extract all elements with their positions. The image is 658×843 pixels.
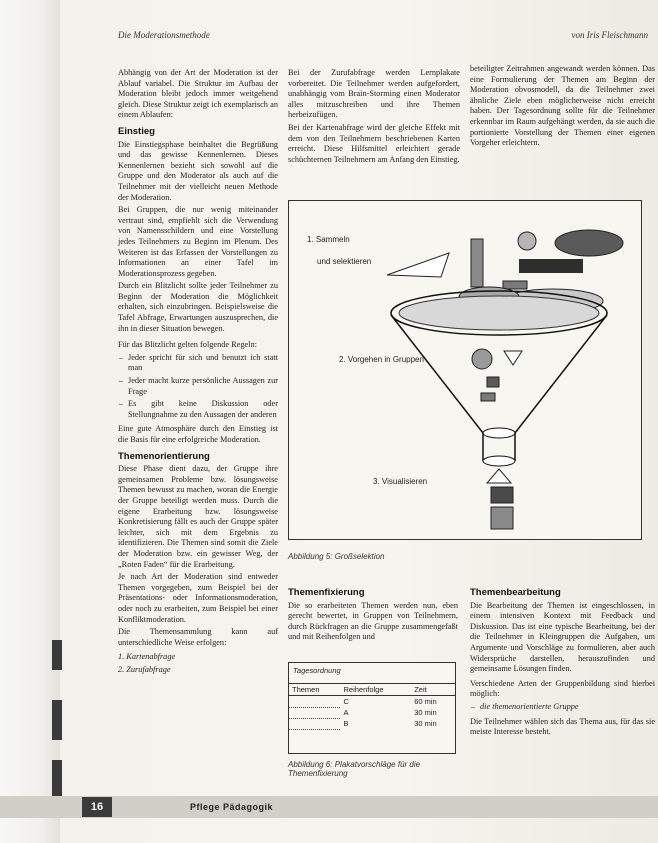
- paragraph: Verschiedene Arten der Gruppenbildung sind hierbei möglich:: [470, 678, 655, 699]
- ellipse-shape: [555, 230, 623, 256]
- output-rect-shape: [491, 487, 513, 503]
- paragraph: Für das Blitzlicht gelten folgende Regeln:: [118, 340, 257, 350]
- figure-label-2: 2. Vorgehen in Gruppen: [339, 355, 424, 364]
- agenda-grid: [289, 683, 455, 730]
- edge-tab: [52, 700, 62, 740]
- journal-name: Pflege Pädagogik: [190, 802, 274, 812]
- down-triangle-shape: [504, 351, 522, 365]
- funnel-rim-inner: [399, 296, 599, 330]
- list-item: – die themenorientierte Gruppe: [480, 702, 655, 713]
- paragraph: Die so erarbeiteten Themen werden nun, eben gerecht bewertet, in Gruppen von Teilnehmern, durch Rückfragen an die Gruppe zusammengefaßt und mit Reihenfolgen und: [288, 600, 458, 642]
- paragraph: Die Teilnehmer wählen sich das Thema aus, für das sie meiste Interesse besteht.: [470, 716, 655, 737]
- figure-label-1: 1. Sammeln: [307, 235, 350, 244]
- table-cell: C: [343, 697, 349, 706]
- paragraph: beteiligter Zeitrahmen angewandt werden können. Das eine Formulierung der Themen am Beginn der Moderation obvosmodell, da die Teilnehmer zwei ähnliche Ziele eben möglicherweise nicht erreicht haben. Der Tagesordnung sollte für die Teilnehmer erkennbar im Raum aufgehängt werden, da sie auch die portionierte Vorstellung der Themen einer eigenen Vorgeher erleichtern.: [470, 64, 655, 148]
- bottom-column-2: [288, 582, 458, 645]
- heading-themenbearbeitung: Themenbearbeitung: [470, 587, 561, 598]
- heading-themenorientierung: Themenorientierung: [118, 450, 210, 462]
- table-cell: [289, 718, 340, 729]
- binding-edge: [0, 0, 60, 843]
- method-item: 2. Zurufabfrage: [118, 664, 171, 674]
- heading-themenfixierung: Themenfixierung: [288, 587, 365, 598]
- table-cell: 30 min: [414, 719, 437, 728]
- funnel-body: [391, 315, 607, 433]
- bottom-column-3: [470, 582, 655, 740]
- spout-top: [483, 428, 515, 438]
- bullet-list: [470, 702, 655, 713]
- table-caption: Abbildung 6: Plakatvorschläge für die Themenfixierung: [288, 760, 421, 778]
- small-rect-shape: [503, 281, 527, 289]
- list-item: – Jeder spricht für sich und benutzt ich statt man: [128, 353, 278, 374]
- spout-bottom: [483, 456, 515, 466]
- running-head-right: von Iris Fleischmann: [571, 30, 648, 40]
- method-item: 1. Kartenabfrage: [118, 652, 176, 662]
- page-number: 16: [82, 797, 112, 817]
- paragraph: Die Bearbeitung der Themen ist eingeschlossen, in einem intensiven Kontext mit Feedback und Diskussion. Das ist eine typische Bearbeitung, bei der die Teilnehmer in Kleingruppen die Aufgaben, um Argumente und Vorschläge zu formulieren, aber auch Widersprüche darstellen, herauszufinden und gemeinsame Lösungen finden.: [470, 600, 655, 674]
- small-rect-shape: [487, 377, 499, 387]
- circle-shape: [472, 349, 492, 369]
- output-rect-shape: [491, 507, 513, 529]
- paragraph: Diese Phase dient dazu, der Gruppe ihre gemeinsamen Probleme bzw. lösungsweise Themen bewusst zu machen, woran die Energie der Gruppe beteiligt werden muss. Durch die eigene Erarbeitung bzw. lösungsweise Konkretisierung fällt es auch der Gruppe später leichter, sich mit dem Ergebnis zu identifizieren. Die Themen sind somit die Ziele der Moderation bzw. ein gewisser Weg, der „Roten Faden“ für die Erarbeitung.: [118, 464, 278, 569]
- column-header: Themen: [289, 684, 340, 696]
- agenda-table: [288, 662, 456, 754]
- circle-shape: [518, 232, 536, 250]
- edge-tab: [52, 760, 62, 796]
- agenda-title: Tagesordnung: [293, 666, 341, 675]
- paragraph: Bei der Zurufabfrage werden Lernplakate vorbereitet. Die Teilnehmer werden aufgefordert, unabhängig vom Brain-Storming einen Moderator alles mitzuschreiben und ihre Themen herbeizufügen.: [288, 68, 460, 120]
- paragraph: Die Themensammlung kann auf unterschiedliche Weise erfolgen:: [118, 627, 278, 647]
- funnel-figure: [288, 200, 642, 540]
- paragraph: Durch ein Blitzlicht sollte jeder Teilnehmer zu Beginn der Moderation die Möglichkeit erhalten, sich einzubringen. Beispielsweise die Tafel Abfrage, Erwartungen auszusprechen, die ihn in dieser Situation bewegen.: [118, 281, 278, 333]
- small-rect-shape: [481, 393, 495, 401]
- table-cell: 30 min: [414, 708, 437, 717]
- edge-tab: [52, 640, 62, 670]
- paragraph: Je nach Art der Moderation sind entweder Themen vorgegeben, zum Beispiel bei der Präsentations- oder Informationsmoderation, oder noch zu erarbeiten, zum Beispiel bei einer Konfliktmoderation.: [118, 572, 278, 624]
- table-row: [289, 707, 455, 718]
- triangle-shape: [487, 469, 511, 483]
- table-cell: [289, 696, 340, 708]
- table-row: [289, 696, 455, 708]
- table-header-row: [289, 684, 455, 696]
- triangle-shape: [387, 253, 449, 277]
- column-1: [118, 68, 278, 677]
- column-header: Zeit: [411, 684, 455, 696]
- column-3: [470, 64, 655, 151]
- table-cell: A: [343, 708, 349, 717]
- dark-bar-shape: [519, 259, 583, 273]
- figure-label-1b: und selektieren: [317, 257, 372, 266]
- funnel-diagram: [289, 201, 641, 539]
- paragraph: Bei Gruppen, die nur wenig miteinander vertraut sind, empfiehlt sich die Verwendung von Namensschildern und eine Vorstellung jedes Teilnehmers zu Beginn im Plenum. Des Weiteren ist das Erfassen der Vorstellungen zu Informationen an einer Tafel im Moderationsprozess gegeben.: [118, 205, 278, 278]
- paragraph: Die Einstiegsphase beinhaltet die Begrüßung und das gewisse Kennenlernen. Dieses Kennenlernen bezieht sich sowohl auf die Gruppe und den Moderator als auch auf die Teilnehmer mit der vielleicht neuen Methode der Moderation.: [118, 139, 278, 202]
- column-header: Reihenfolge: [340, 684, 411, 696]
- paragraph: Eine gute Atmosphäre durch den Einstieg ist die Basis für eine erfolgreiche Moderation.: [118, 424, 278, 444]
- table-row: [289, 718, 455, 729]
- figure-caption: Abbildung 5: Großselektion: [288, 552, 385, 561]
- heading-einstieg: Einstieg: [118, 125, 155, 137]
- table-cell: 60 min: [414, 697, 437, 706]
- table-cell: B: [343, 719, 349, 728]
- running-head-left: Die Moderationsmethode: [118, 30, 210, 40]
- paragraph: Bei der Kartenabfrage wird der gleiche Effekt mit dem von den Teilnehmern beschriebenen Karten erreicht. Diese Hilfsmittel erleichtert gerade schüchternen Teilnehmern am Anfang den Einstieg.: [288, 122, 460, 164]
- paragraph: Abhängig von der Art der Moderation ist der Ablauf variabel. Die Struktur im Aufbau der Moderation bleibt jedoch immer weitgehend gleich. Diese Struktur zeigt ich exemplarisch an einem Ablaufen:: [118, 68, 278, 120]
- bar-shape: [471, 239, 483, 287]
- list-item: – Jeder macht kurze persönliche Aussagen zur Frage: [128, 376, 278, 397]
- figure-label-3: 3. Visualisieren: [373, 477, 428, 486]
- table-cell: [289, 707, 340, 718]
- list-item: – Es gibt keine Diskussion oder Stellungnahme zu den Aussagen der anderen: [128, 399, 278, 420]
- column-2: [288, 68, 460, 167]
- rules-list: [118, 353, 278, 421]
